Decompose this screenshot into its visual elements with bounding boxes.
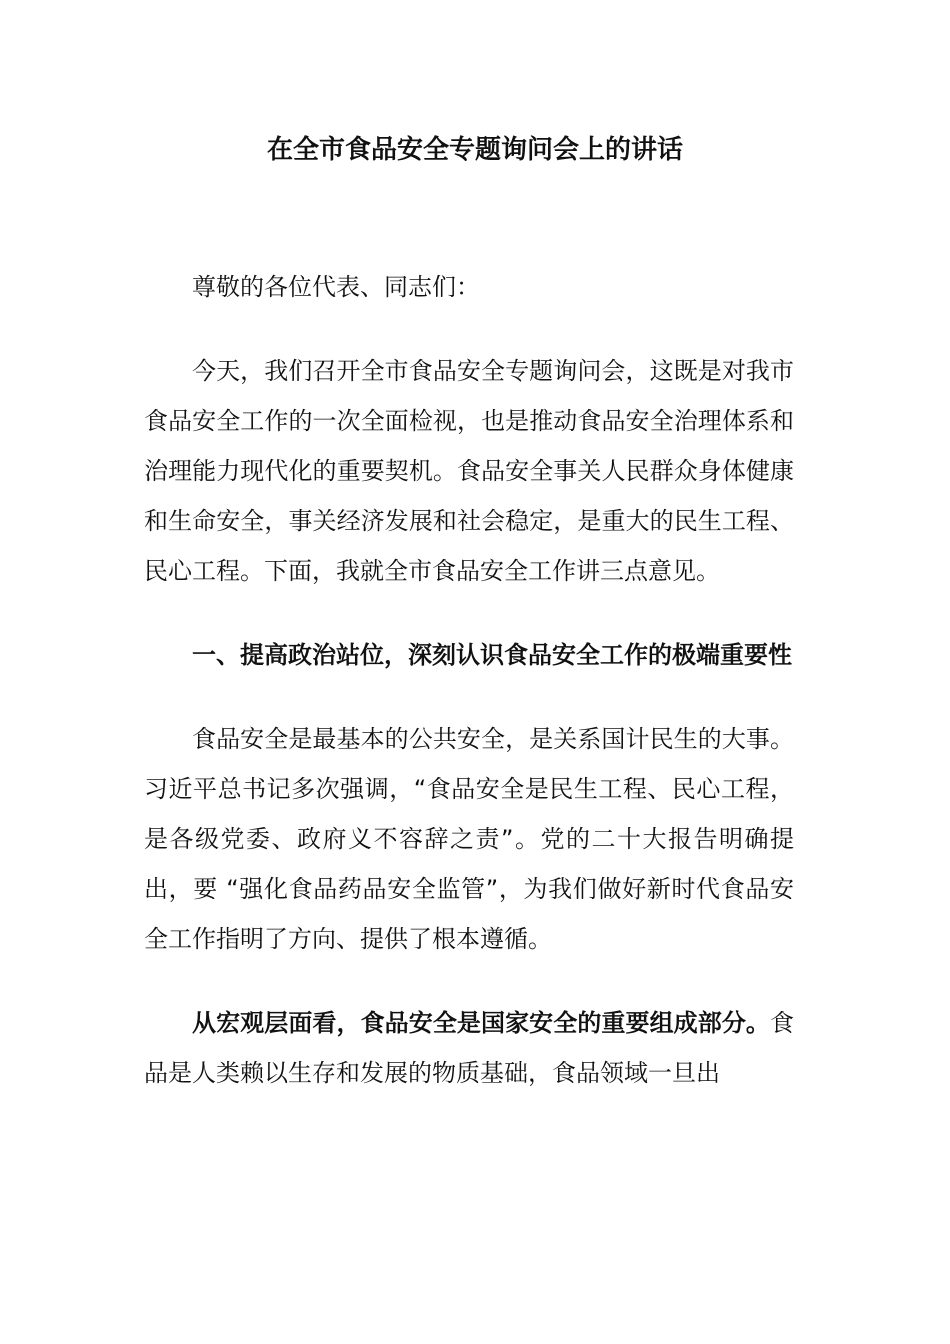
section-heading-1: 一、提高政治站位，深刻认识食品安全工作的极端重要性: [192, 641, 792, 669]
intro-paragraph: 今天，我们召开全市食品安全专题询问会，这既是对我市食品安全工作的一次全面检视，也是推动食品安全治理体系和治理能力现代化的重要契机。食品安全事关人民群众身体健康和生命安全，事关经济发展和社会稳定，是重大的民生工程、民心工程。下面，我就全市食品安全工作讲三点意见。: [144, 357, 794, 585]
document-title: 在全市食品安全专题询问会上的讲话: [266, 135, 683, 165]
section-1-paragraph-2: [144, 998, 794, 1098]
salutation: 尊敬的各位代表、同志们：: [192, 273, 480, 301]
paragraph-lead-sentence: 从宏观层面看，食品安全是国家安全的重要组成部分。: [192, 1009, 770, 1037]
paragraph-body-text: 食品是人类赖以生存和发展的物质基础，食品领域一旦出: [144, 1009, 794, 1087]
document-body: [144, 262, 794, 1098]
section-1-paragraph-1: 食品安全是最基本的公共安全，是关系国计民生的大事。习近平总书记多次强调，“食品安全是民生工程、民心工程，是各级党委、政府义不容辞之责”。党的二十大报告明确提出，要 “强化食品药品安全监管”，为我们做好新时代食品安全工作指明了方向、提供了根本遵循。: [144, 725, 794, 953]
